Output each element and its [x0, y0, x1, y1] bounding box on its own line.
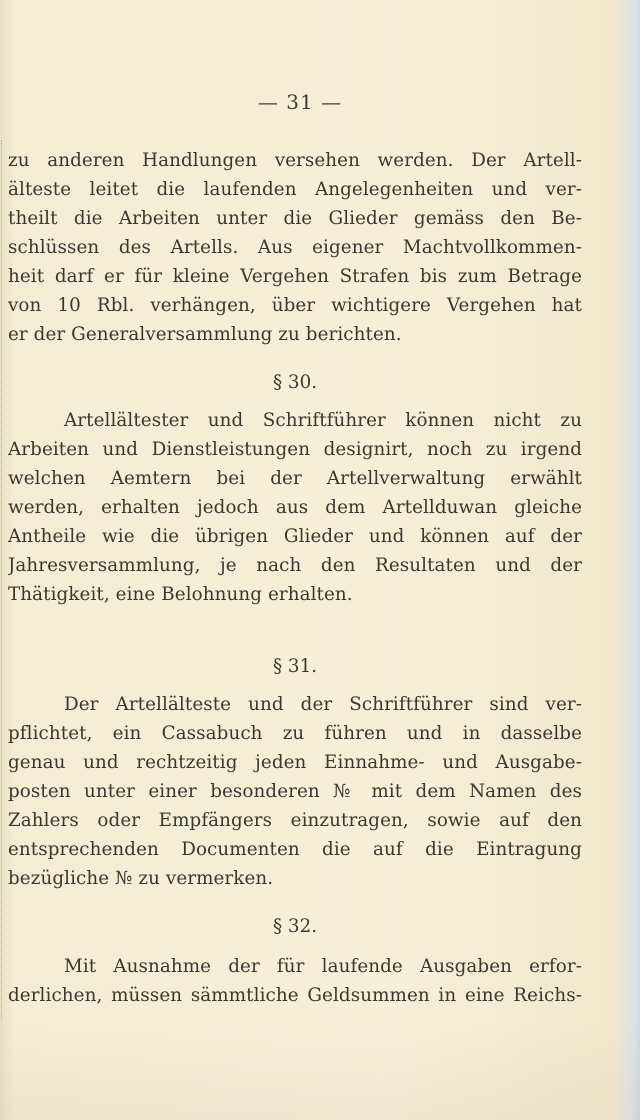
text-line: bezügliche № zu vermerken. — [8, 868, 274, 889]
text-line: Mit Ausnahme der für laufende Ausgaben erfor- — [64, 956, 582, 977]
paragraph-section-32 — [8, 952, 582, 1010]
text-line: Artellältester und Schriftführer können nicht zu — [64, 410, 582, 431]
text-line: theilt die Arbeiten unter die Glieder gemäss den Be- — [8, 208, 582, 229]
text-line: schlüssen des Artells. Aus eigener Machtvollkommen- — [8, 237, 582, 258]
paragraph-continuation — [8, 146, 582, 349]
section-heading-32: § 32. — [272, 916, 318, 937]
text-line: Der Artellälteste und der Schriftführer sind ver- — [64, 694, 582, 715]
text-line: welchen Aemtern bei der Artellverwaltung erwählt — [8, 468, 582, 489]
text-line: zu anderen Handlungen versehen werden. Der Artell- — [8, 150, 582, 171]
text-line: Arbeiten und Dienstleistungen designirt, noch zu irgend — [8, 439, 582, 460]
text-line: derlichen, müssen sämmtliche Geldsummen in eine Reichs- — [8, 985, 582, 1006]
text-line: er der Generalversammlung zu berichten. — [8, 324, 402, 345]
section-heading-31: § 31. — [272, 656, 318, 677]
text-line: genau und rechtzeitig jeden Einnahme- und Ausgabe- — [8, 752, 582, 773]
text-line: Thätigkeit, eine Belohnung erhalten. — [8, 584, 353, 605]
text-line: Jahresversammlung, je nach den Resultaten und der — [8, 555, 582, 576]
paragraph-section-31 — [8, 690, 582, 893]
text-line: werden, erhalten jedoch aus dem Artellduwan gleiche — [8, 497, 582, 518]
text-line: von 10 Rbl. verhängen, über wichtigere Vergehen hat — [8, 295, 582, 316]
text-line: Zahlers oder Empfängers einzutragen, sowie auf den — [8, 810, 582, 831]
binding-margin — [1, 140, 6, 1020]
text-line: entsprechenden Documenten die auf die Eintragung — [8, 839, 582, 860]
text-line: heit darf er für kleine Vergehen Strafen bis zum Betrage — [8, 266, 582, 287]
text-line: älteste leitet die laufenden Angelegenheiten und ver- — [8, 179, 582, 200]
page-number: — 31 — — [257, 90, 343, 114]
paragraph-section-30 — [8, 406, 582, 609]
text-line: Antheile wie die übrigen Glieder und können auf der — [8, 526, 582, 547]
text-line: pflichtet, ein Cassabuch zu führen und in dasselbe — [8, 723, 582, 744]
text-line: posten unter einer besonderen № mit dem Namen des — [8, 781, 582, 802]
page-bottom-shade — [0, 1020, 640, 1120]
section-heading-30: § 30. — [272, 372, 318, 393]
